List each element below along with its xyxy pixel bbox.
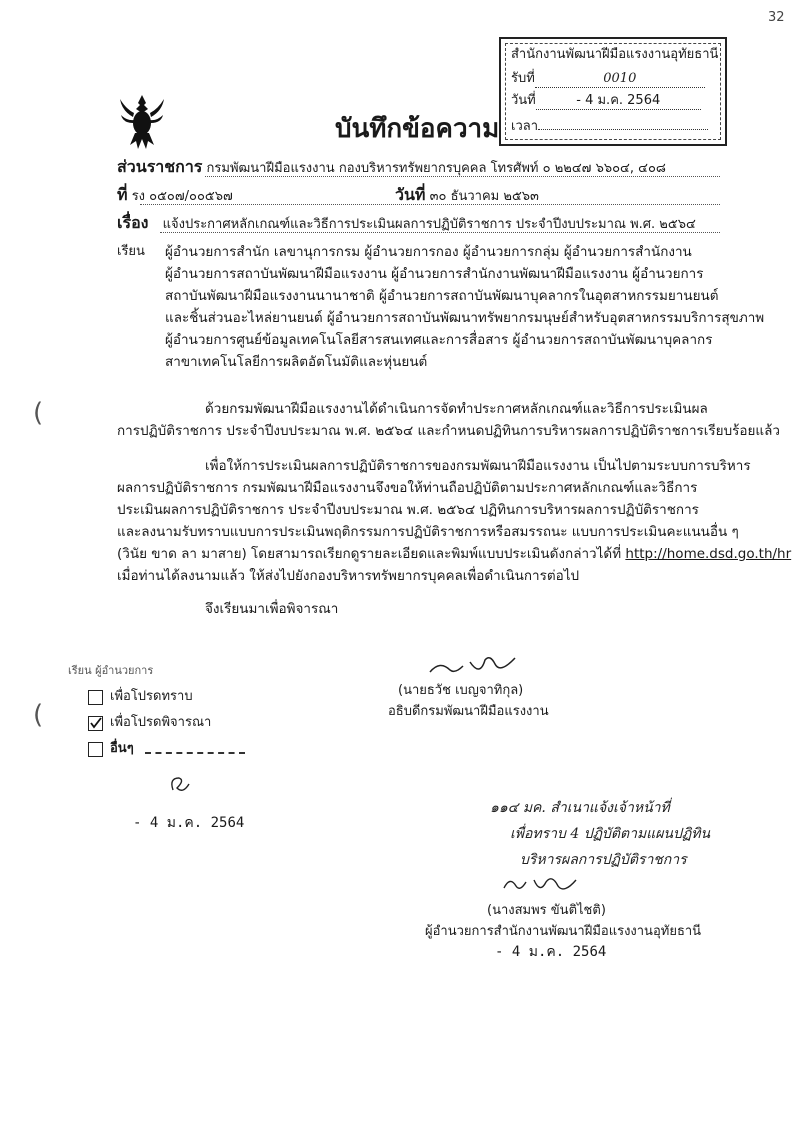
director-name: (นางสมพร ขันติไชติ) bbox=[487, 903, 606, 918]
stamp-time-label: เวลา bbox=[511, 119, 539, 134]
recipient-block bbox=[165, 241, 764, 373]
body-para2-line: (วินัย ขาด ลา มาสาย) โดยสามารถเรียกดูรายละเอียดและพิมพ์แบบประเมินดังกล่าวได้ที่ bbox=[117, 546, 622, 562]
signature-director bbox=[500, 870, 580, 900]
option-consider: เพื่อโปรดพิจารณา bbox=[110, 715, 212, 730]
subject-label: เรื่อง bbox=[117, 213, 149, 232]
checkbox-acknowledge[interactable] bbox=[88, 690, 103, 705]
handwritten-line: บริหารผลการปฏิบัติราชการ bbox=[520, 852, 687, 868]
stamp-date-value: - 4 ม.ค. 2564 bbox=[576, 93, 661, 108]
checkbox-consider[interactable] bbox=[88, 716, 103, 731]
ref-label: ที่ bbox=[117, 185, 128, 204]
recipient-label: เรียน bbox=[117, 244, 145, 259]
body-para2-line: เมื่อท่านได้ลงนามแล้ว ให้ส่งไปยังกองบริหารทรัพยากรบุคคลเพื่อดำเนินการต่อไป bbox=[117, 568, 580, 584]
checkmark-icon bbox=[89, 717, 102, 730]
recipient-line: ผู้อำนวยการสำนัก เลขานุการกรม ผู้อำนวยการกอง ผู้อำนวยการกลุ่ม ผู้อำนวยการสำนักงาน bbox=[165, 244, 692, 260]
recipient-line: สถาบันพัฒนาฝีมือแรงงานนานาชาติ ผู้อำนวยการสถาบันพัฒนาบุคลากรในอุตสาหกรรมยานยนต์ bbox=[165, 288, 719, 304]
receipt-stamp bbox=[499, 37, 727, 146]
signature-director-general bbox=[425, 652, 525, 682]
initials-signature bbox=[165, 770, 195, 800]
stamp-received-label: รับที่ bbox=[511, 71, 535, 86]
signatory-position: อธิบดีกรมพัฒนาฝีมือแรงงาน bbox=[388, 704, 549, 719]
body-para1-line: ด้วยกรมพัฒนาฝีมือแรงงานได้ดำเนินการจัดทำประกาศหลักเกณฑ์และวิธีการประเมินผล bbox=[205, 401, 708, 417]
director-position: ผู้อำนวยการสำนักงานพัฒนาฝีมือแรงงานอุทัยธานี bbox=[425, 924, 702, 939]
body-para2-line: และลงนามรับทราบแบบการประเมินพฤติกรรมการปฏิบัติราชการหรือสมรรถนะ แบบการประเมินคะแนนอื่น ๆ bbox=[117, 524, 739, 540]
recipient-line: ผู้อำนวยการศูนย์ข้อมูลเทคโนโลยีสารสนเทศและการสื่อสาร ผู้อำนวยการสถาบันพัฒนาบุคลากร bbox=[165, 332, 713, 348]
page-number: 32 bbox=[768, 10, 785, 25]
closing-text: จึงเรียนมาเพื่อพิจารณา bbox=[205, 601, 339, 617]
recipient-line: สาขาเทคโนโลยีการผลิตอัตโนมัติและหุ่นยนต์ bbox=[165, 354, 428, 370]
agency-label: ส่วนราชการ bbox=[117, 157, 203, 176]
option-other: อื่นๆ bbox=[110, 741, 134, 756]
stamp-office: สำนักงานพัฒนาฝีมือแรงงานอุทัยธานี bbox=[511, 47, 719, 62]
ref-value: รง ๐๕๐๗/๐๐๕๖๗ bbox=[131, 189, 233, 204]
handwritten-note bbox=[490, 795, 710, 873]
date-value: ๓๐ ธันวาคม ๒๕๖๓ bbox=[429, 189, 539, 204]
body-para2-line: เพื่อให้การประเมินผลการปฏิบัติราชการของกรมพัฒนาฝีมือแรงงาน เป็นไปตามระบบการบริหาร bbox=[205, 458, 751, 474]
body-para2-line: ประเมินผลการปฏิบัติราชการ ประจำปีงบประมาณ พ.ศ. ๒๕๖๔ ปฏิทินการบริหารผลการปฏิบัติราชการ bbox=[117, 502, 699, 518]
routing-date: - 4 ม.ค. 2564 bbox=[133, 815, 245, 831]
binder-mark: ( bbox=[33, 398, 44, 428]
stamp-received-no: 0010 bbox=[603, 71, 637, 86]
agency-value: กรมพัฒนาฝีมือแรงงาน กองบริหารทรัพยากรบุคคล โทรศัพท์ ๐ ๒๒๔๗ ๖๖๐๔, ๔๐๘ bbox=[206, 161, 666, 176]
subject-value: แจ้งประกาศหลักเกณฑ์และวิธีการประเมินผลการปฏิบัติราชการ ประจำปีงบประมาณ พ.ศ. ๒๕๖๔ bbox=[162, 217, 696, 232]
body-para2-line: ผลการปฏิบัติราชการ กรมพัฒนาฝีมือแรงงานจึงขอให้ท่านถือปฏิบัติตามประกาศหลักเกณฑ์และวิธีการ bbox=[117, 480, 698, 496]
stamp-date-label: วันที่ bbox=[511, 93, 536, 108]
handwritten-line: เพื่อทราบ 4 ปฏิบัติตามแผนปฏิทิน bbox=[510, 826, 711, 842]
handwritten-line: ๑๑๔ มค. สำเนาแจ้งเจ้าหน้าที่ bbox=[490, 800, 670, 816]
hr-link[interactable]: http://home.dsd.go.th/hr bbox=[625, 546, 792, 562]
signatory-name: (นายธวัช เบญจาทิกุล) bbox=[398, 683, 524, 698]
recipient-line: ผู้อำนวยการสถาบันพัฒนาฝีมือแรงงาน ผู้อำนวยการสำนักงานพัฒนาฝีมือแรงงาน ผู้อำนวยการ bbox=[165, 266, 704, 282]
director-date: - 4 ม.ค. 2564 bbox=[495, 944, 607, 960]
binder-mark: ( bbox=[33, 700, 44, 730]
option-acknowledge: เพื่อโปรดทราบ bbox=[110, 689, 193, 704]
recipient-line: และชิ้นส่วนอะไหล่ยานยนต์ ผู้อำนวยการสถาบันพัฒนาทรัพยากรมนุษย์สำหรับอุตสาหกรรมบริการสุขภาพ bbox=[165, 310, 765, 326]
memo-title: บันทึกข้อความ bbox=[335, 114, 500, 144]
body-para1-line: การปฏิบัติราชการ ประจำปีงบประมาณ พ.ศ. ๒๕๖๔ และกำหนดปฏิทินการบริหารผลการปฏิบัติราชการเรียบร้อยแล้ว bbox=[117, 423, 780, 439]
date-label: วันที่ bbox=[395, 185, 426, 204]
garuda-emblem-icon bbox=[118, 93, 166, 151]
checkbox-other[interactable] bbox=[88, 742, 103, 757]
routing-header: เรียน ผู้อำนวยการ bbox=[68, 664, 154, 677]
other-scribble bbox=[145, 752, 245, 754]
